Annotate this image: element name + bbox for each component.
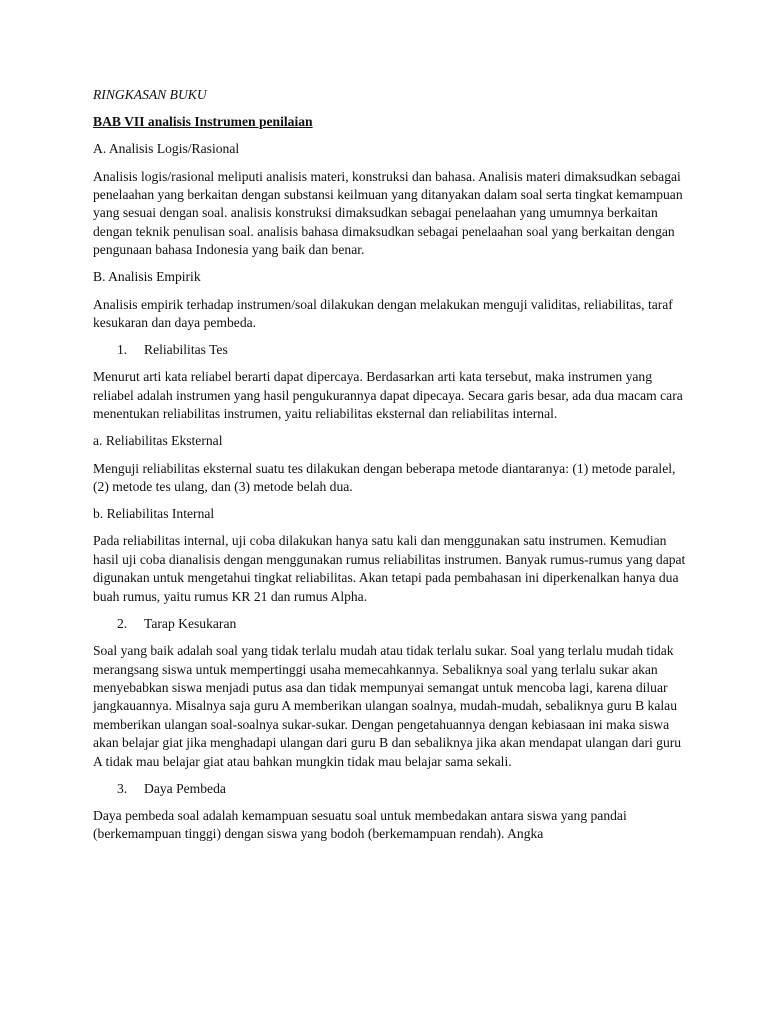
paragraph-a: Analisis logis/rasional meliputi analisis materi, konstruksi dan bahasa. Analisis materi dimaksudkan sebagai penelaahan yang berkaitan dengan substansi keilmuan yang ditanyakan dalam soal serta tingkat kemampuan yang sesuai dengan soal. analisis konstruksi dimaksudkan sebagai penelaahan yang umumnya berkaitan dengan teknik penulisan soal. analisis bahasa dimaksudkan sebagai penelaahan soal yang berkaitan dengan pengunaan bahasa Indonesia yang baik dan benar. [93, 168, 683, 258]
section-heading-b: B. Analisis Empirik [93, 269, 201, 285]
paragraph-daya-pembeda: Daya pembeda soal adalah kemampuan sesuatu soal untuk membedakan antara siswa yang pandai (berkemampuan tinggi) dengan siswa yang bodoh (berkemampuan rendah). Angka [93, 807, 627, 842]
list-item-daya-pembeda [93, 780, 686, 798]
chapter-title: BAB VII analisis Instrumen penilaian [93, 114, 313, 130]
list-item-number: 1. [117, 342, 128, 358]
list-item-label: Reliabilitas Tes [144, 342, 228, 358]
list-item-label: Tarap Kesukaran [144, 615, 237, 631]
document-heading: RINGKASAN BUKU [93, 87, 207, 102]
paragraph-reliabilitas: Menurut arti kata reliabel berarti dapat dipercaya. Berdasarkan arti kata tersebut, maka instrumen yang reliabel adalah instrumen yang hasil pengukurannya dapat dipecaya. Secara garis besar, ada dua macam cara menentukan reliabilitas instrumen, yaitu reliabilitas eksternal dan reliabilitas internal. [93, 369, 683, 422]
section-heading-a: A. Analisis Logis/Rasional [93, 141, 240, 157]
paragraph-tarap-kesukaran: Soal yang baik adalah soal yang tidak terlalu mudah atau tidak terlalu sukar. Soal yang terlalu mudah tidak merangsang siswa untuk mempertinggi usaha memecahkannya. Sebaliknya soal yang terlalu sukar akan menyebabkan siswa menjadi putus asa dan tidak mempunyai semangat untuk mencoba lagi, karena diluar jangkauannya. Misalnya saja guru A memberikan ulangan soalnya, mudah-mudah, sebaliknya guru B kalau memberikan ulangan soal-soalnya sukar-sukar. Dengan pengetahuannya dengan kebiasaan ini maka siswa akan belajar giat jika menghadapi ulangan dari guru B dan sebaliknya jika akan mendapat ulangan dari guru A tidak mau belajar giat atau bahkan mungkin tidak mau belajar sama sekali. [93, 643, 682, 769]
list-item-number: 3. [117, 780, 128, 796]
list-item-number: 2. [117, 615, 128, 631]
subheading-reliabilitas-internal: b. Reliabilitas Internal [93, 506, 215, 522]
list-item-reliabilitas-tes [93, 341, 686, 359]
paragraph-b: Analisis empirik terhadap instrumen/soal dilakukan dengan melakukan menguji validitas, reliabilitas, taraf kesukaran dan daya pembeda. [93, 296, 673, 331]
paragraph-reliabilitas-internal: Pada reliabilitas internal, uji coba dilakukan hanya satu kali dan menggunakan satu instrumen. Kemudian hasil uji coba dianalisis dengan menggunakan rumus reliabilitas instrumen. Banyak rumus-rumus yang dapat digunakan untuk mengetahui tingkat reliabilitas. Akan tetapi pada pembahasan ini diperkenalkan hanya dua buah rumus, yaitu rumus KR 21 dan rumus Alpha. [93, 533, 686, 604]
list-item-label: Daya Pembeda [144, 780, 226, 796]
subheading-reliabilitas-eksternal: a. Reliabilitas Eksternal [93, 433, 223, 449]
paragraph-reliabilitas-eksternal: Menguji reliabilitas eksternal suatu tes dilakukan dengan beberapa metode diantaranya: (1) metode paralel, (2) metode tes ulang, dan (3) metode belah dua. [93, 460, 676, 495]
list-item-tarap-kesukaran [93, 615, 686, 633]
